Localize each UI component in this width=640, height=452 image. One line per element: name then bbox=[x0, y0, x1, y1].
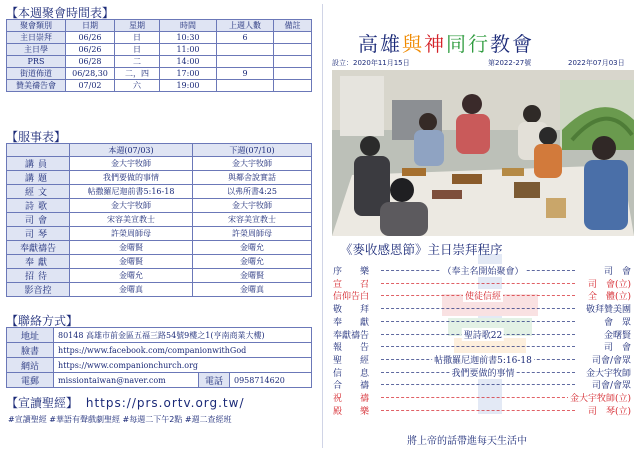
table-cell: 14:00 bbox=[160, 56, 217, 68]
table-cell: 二，四 bbox=[115, 68, 160, 80]
table-cell: 9 bbox=[217, 68, 274, 80]
service-table bbox=[6, 143, 312, 297]
col-header: 時間 bbox=[160, 20, 217, 32]
row-label: 影音控 bbox=[7, 283, 70, 297]
phone-label: 電話 bbox=[199, 373, 230, 388]
program-row bbox=[333, 289, 633, 301]
devotion-title: 【宣讀聖經】 bbox=[6, 396, 79, 410]
table-row bbox=[7, 358, 312, 373]
table-cell: 六 bbox=[115, 80, 160, 92]
program-item-leader: 金大宇牧師 bbox=[584, 366, 631, 379]
table-cell: 金大宇牧師 bbox=[193, 199, 312, 213]
contact-title: 【聯絡方式】 bbox=[6, 314, 79, 328]
website-label: 網站 bbox=[7, 358, 54, 373]
phone-value: 0958714620 bbox=[230, 373, 312, 388]
program-item-name: 殿 樂 bbox=[333, 404, 369, 417]
program-row bbox=[333, 328, 633, 340]
col-header: 星期 bbox=[115, 20, 160, 32]
table-cell: 我們要做的事情 bbox=[70, 171, 193, 185]
website-link[interactable]: https://www.companionchurch.org bbox=[54, 358, 312, 373]
row-label: 詩歌 bbox=[7, 199, 70, 213]
program-item-leader: 司 會(立) bbox=[586, 277, 631, 290]
table-cell bbox=[217, 44, 274, 56]
table-row bbox=[7, 255, 312, 269]
schedule-title: 【本週聚會時間表】 bbox=[6, 6, 115, 20]
program-item-leader: 司 會 bbox=[602, 340, 631, 353]
table-cell bbox=[274, 44, 312, 56]
church-name-part: 高雄 bbox=[358, 32, 402, 56]
table-cell bbox=[274, 32, 312, 44]
table-cell: 金曙賢 bbox=[70, 241, 193, 255]
table-cell: 19:00 bbox=[160, 80, 217, 92]
table-row bbox=[7, 269, 312, 283]
table-cell: 金大宇牧師 bbox=[70, 199, 193, 213]
row-label: 奉獻禱告 bbox=[7, 241, 70, 255]
email-label: 電郵 bbox=[7, 373, 54, 388]
table-row bbox=[7, 185, 312, 199]
corner-cell bbox=[7, 144, 70, 157]
program-item-leader: 會 眾 bbox=[602, 315, 631, 328]
row-label: 招待 bbox=[7, 269, 70, 283]
col-header: 聚會類別 bbox=[7, 20, 66, 32]
program-footer: 將上帝的話帶進每天生活中 bbox=[407, 436, 527, 447]
row-label: 司琴 bbox=[7, 227, 70, 241]
schedule-table bbox=[6, 19, 312, 92]
table-cell: 11:00 bbox=[160, 44, 217, 56]
col-header: 本週(07/03) bbox=[70, 144, 193, 157]
table-cell bbox=[274, 68, 312, 80]
table-cell: 宋容美宣教士 bbox=[193, 213, 312, 227]
program-row bbox=[333, 277, 633, 289]
table-cell: 金曙允 bbox=[70, 269, 193, 283]
program-row bbox=[333, 353, 633, 365]
program-item-name: 合 禱 bbox=[333, 378, 369, 391]
table-cell: 許榮周師母 bbox=[70, 227, 193, 241]
dash-line bbox=[381, 283, 575, 284]
program-item-name: 信仰告白 bbox=[333, 289, 369, 302]
col-header: 下週(07/10) bbox=[193, 144, 312, 157]
table-row bbox=[7, 32, 312, 44]
table-row bbox=[7, 44, 312, 56]
column-divider bbox=[322, 4, 323, 448]
program-item-name: 奉獻禱告 bbox=[333, 328, 369, 341]
dash-line bbox=[381, 410, 575, 411]
row-label: 奉獻 bbox=[7, 255, 70, 269]
table-cell bbox=[274, 80, 312, 92]
program-item-name: 敬 拜 bbox=[333, 302, 369, 315]
program-item-leader: 金大宇牧師(立) bbox=[568, 391, 631, 404]
row-label: 經文 bbox=[7, 185, 70, 199]
program-row bbox=[333, 391, 633, 403]
table-cell: 07/02 bbox=[66, 80, 115, 92]
program-item-leader: 司 琴(立) bbox=[586, 404, 631, 417]
row-label: 司會 bbox=[7, 213, 70, 227]
table-cell bbox=[274, 56, 312, 68]
table-cell: 二 bbox=[115, 56, 160, 68]
table-row bbox=[7, 343, 312, 358]
program-item-leader: 司會/會眾 bbox=[590, 378, 631, 391]
program-item-name: 序 樂 bbox=[333, 264, 369, 277]
row-label: 講員 bbox=[7, 157, 70, 171]
devotion-heading bbox=[6, 394, 245, 411]
program-item-detail: 帖撒羅尼迦前書5:16-18 bbox=[432, 353, 534, 366]
issue-number: 第2022-27號 bbox=[488, 59, 532, 67]
table-cell: 金曙真 bbox=[193, 283, 312, 297]
table-row bbox=[7, 199, 312, 213]
program-item-leader: 全 體(立) bbox=[586, 289, 631, 302]
table-row bbox=[7, 68, 312, 80]
program-row bbox=[333, 378, 633, 390]
table-row bbox=[7, 213, 312, 227]
table-cell: 許榮周師母 bbox=[193, 227, 312, 241]
bulletin-date: 2022年07月03日 bbox=[568, 59, 625, 67]
table-cell: 金曙真 bbox=[70, 283, 193, 297]
program-row bbox=[333, 366, 633, 378]
col-header: 上週人數 bbox=[217, 20, 274, 32]
table-row bbox=[7, 227, 312, 241]
program-item-detail: 聖詩歌22 bbox=[462, 328, 504, 341]
table-cell: 金大宇牧師 bbox=[70, 157, 193, 171]
schedule-header-row bbox=[7, 20, 312, 32]
table-cell: 金曙允 bbox=[193, 255, 312, 269]
table-row bbox=[7, 373, 312, 388]
church-name-part: 與 bbox=[402, 32, 424, 56]
church-name-part: 同行 bbox=[446, 32, 490, 56]
table-cell: 街道佈道 bbox=[7, 68, 66, 80]
program-row bbox=[333, 302, 633, 314]
program-item-leader: 敬拜贊美團 bbox=[584, 302, 631, 315]
program-row bbox=[333, 264, 633, 276]
table-cell: 主日學 bbox=[7, 44, 66, 56]
program-item-detail: 我們要做的事情 bbox=[449, 366, 516, 379]
program-item-leader: 司會/會眾 bbox=[590, 353, 631, 366]
devotion-link[interactable]: https://prs.ortv.org.tw/ bbox=[85, 396, 245, 410]
table-cell: 17:00 bbox=[160, 68, 217, 80]
table-cell: 日 bbox=[115, 44, 160, 56]
table-cell: 06/28,30 bbox=[66, 68, 115, 80]
program-item-name: 宣 召 bbox=[333, 277, 369, 290]
address-label: 地址 bbox=[7, 328, 54, 343]
program-item-leader: 金曙賢 bbox=[602, 328, 631, 341]
table-row bbox=[7, 171, 312, 185]
address-value: 80148 高雄市前金區五福三路54號9樓之1(亨南商業大樓) bbox=[54, 328, 312, 343]
facebook-link[interactable]: https://www.facebook.com/companionwithGod bbox=[54, 343, 312, 358]
row-label: 講題 bbox=[7, 171, 70, 185]
table-cell: 贊美禱告會 bbox=[7, 80, 66, 92]
program-item-leader: 司 會 bbox=[602, 264, 631, 277]
devotion-tags: #宣讀聖經 #華語有聲戲劇聖經 #每週二下午2點 #週二查經班 bbox=[8, 415, 232, 424]
program-item-detail: （奉主名開始聚會） bbox=[440, 264, 525, 277]
table-cell: 金曙允 bbox=[193, 241, 312, 255]
program-row bbox=[333, 404, 633, 416]
program-item-name: 報 告 bbox=[333, 340, 369, 353]
table-cell: 06/26 bbox=[66, 44, 115, 56]
worship-photo-image bbox=[332, 70, 634, 236]
program-row bbox=[333, 315, 633, 327]
col-header: 日期 bbox=[66, 20, 115, 32]
contact-table bbox=[6, 327, 312, 388]
program-row bbox=[333, 340, 633, 352]
table-cell: 金曙賢 bbox=[70, 255, 193, 269]
table-cell bbox=[217, 80, 274, 92]
table-row bbox=[7, 56, 312, 68]
table-row bbox=[7, 241, 312, 255]
table-cell: 06/28 bbox=[66, 56, 115, 68]
service-header-row bbox=[7, 144, 312, 157]
col-header: 備註 bbox=[274, 20, 312, 32]
dash-line bbox=[381, 397, 575, 398]
table-row bbox=[7, 283, 312, 297]
table-cell: 10:30 bbox=[160, 32, 217, 44]
table-cell: 與鄰舍說實話 bbox=[193, 171, 312, 185]
table-cell: 主日崇拜 bbox=[7, 32, 66, 44]
dash-line bbox=[381, 321, 575, 322]
dash-line bbox=[381, 308, 575, 309]
table-cell: 金大宇牧師 bbox=[193, 157, 312, 171]
program-item-name: 奉 獻 bbox=[333, 315, 369, 328]
facebook-label: 臉書 bbox=[7, 343, 54, 358]
church-name bbox=[358, 28, 534, 57]
dash-line bbox=[381, 384, 575, 385]
program-item-detail: 使徒信經 bbox=[463, 289, 503, 302]
program-title: 《麥收感恩節》主日崇拜程序 bbox=[340, 242, 503, 257]
table-cell: 06/26 bbox=[66, 32, 115, 44]
table-cell: 帖撒羅尼迦前書5:16-18 bbox=[70, 185, 193, 199]
table-cell: PRS bbox=[7, 56, 66, 68]
table-cell: 以弗所書4:25 bbox=[193, 185, 312, 199]
email-link[interactable]: missiontaiwan@naver.com bbox=[54, 373, 199, 388]
table-cell: 宋容美宣教士 bbox=[70, 213, 193, 227]
table-cell bbox=[217, 56, 274, 68]
program-item-name: 信 息 bbox=[333, 366, 369, 379]
church-name-part: 神 bbox=[424, 32, 446, 56]
table-cell: 6 bbox=[217, 32, 274, 44]
service-title: 【服事表】 bbox=[6, 130, 67, 144]
worship-photo bbox=[332, 70, 634, 236]
table-cell: 日 bbox=[115, 32, 160, 44]
program-item-name: 祝 禱 bbox=[333, 391, 369, 404]
established-date: 設立：2020年11月15日 bbox=[332, 59, 410, 67]
dash-line bbox=[381, 346, 575, 347]
table-row bbox=[7, 328, 312, 343]
program-item-name: 聖 經 bbox=[333, 353, 369, 366]
table-row bbox=[7, 157, 312, 171]
table-cell: 金曙賢 bbox=[193, 269, 312, 283]
table-row bbox=[7, 80, 312, 92]
church-name-part: 教會 bbox=[490, 32, 534, 56]
